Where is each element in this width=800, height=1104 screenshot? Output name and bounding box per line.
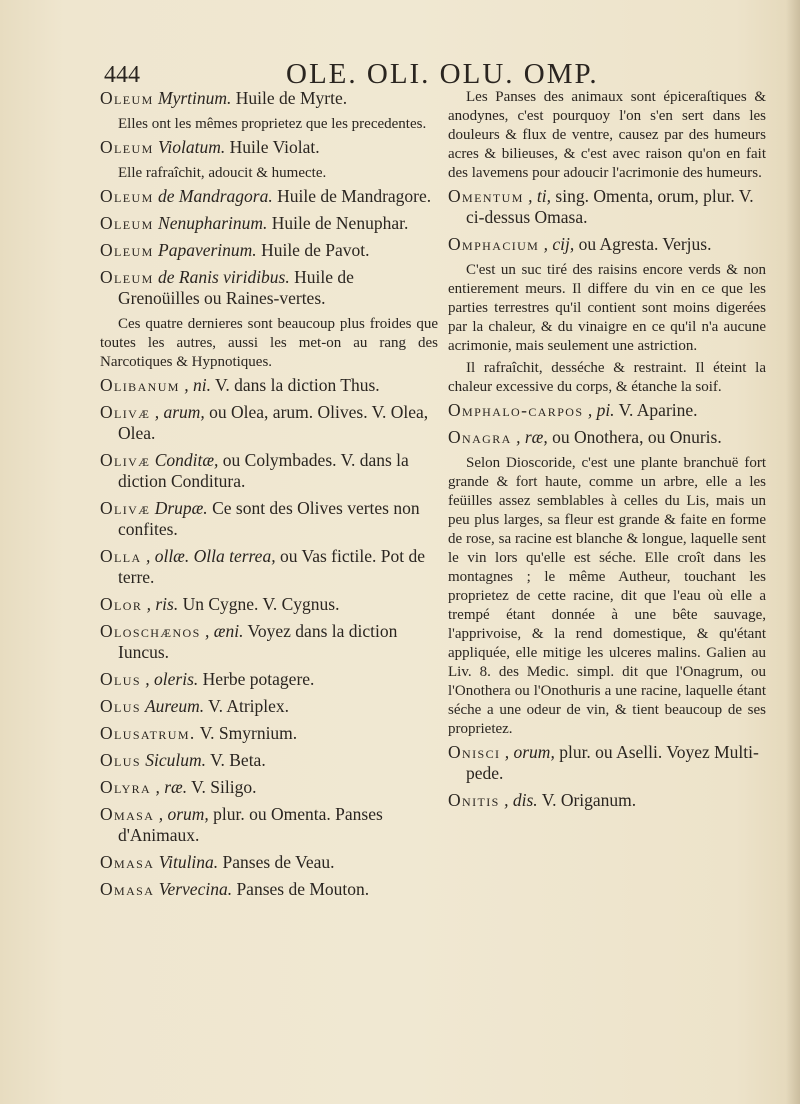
entry-latin: , æni. [200, 621, 244, 641]
entry-headword: Olusatrum. [100, 723, 196, 743]
entry-headword: Olus [100, 750, 141, 770]
entry-paragraph: Elle rafraîchit, adoucit & humecte. [118, 165, 327, 181]
entry-text: plur. ou Omenta. Panses d'Animaux. [118, 804, 383, 845]
entry-latin: , arum, [150, 402, 205, 422]
right-column [448, 88, 766, 817]
dictionary-entry [100, 723, 438, 744]
entry-latin: Conditæ, [150, 450, 219, 470]
dictionary-entry [100, 240, 438, 261]
entry-text: V. Beta. [206, 750, 266, 770]
entry-paragraph: Selon Dioscoride, c'est une plante branchuë fort grande & fort haute, comme un arbre, elle a les feüilles assez semblables à celles du Lis, mais un peu plus larges, sa fleur est grande & faite en forme de rose, sa racine est blanche & longue, laquelle sent le vin lors qu'elle est séche. Elle croît dans les montagnes ; le même Autheur, touchant les proprietez de cette racine, dit que l'eau où elle a trempé étant donnée à une bête sauvage, l'apprivoise, & la rend domestique, & qu'étant appliquée, elle mitige les ulceres malins. Galien au Liv. 8. des Medic. simpl. dit que l'Onagrum, ou l'Onothera ou l'Onothuris a une racine, laquelle étant séche a une odeur de vin, & tient beaucoup de ses proprietez. [448, 455, 766, 737]
entry-text: Herbe potagere. [198, 669, 315, 689]
dictionary-entry [448, 427, 766, 448]
entry-text: Panses de Mouton. [232, 879, 370, 899]
entry-text: ou Colymbades. V. dans la diction Conditura. [118, 450, 409, 491]
dictionary-entry [100, 852, 438, 873]
entry-text: Huile de Nenuphar. [267, 213, 409, 233]
entry-headword: Onisci [448, 742, 501, 762]
left-column [100, 88, 438, 906]
entry-text: Huile de Grenoüilles ou Raines-vertes. [118, 267, 354, 308]
entry-latin: Aureum. [140, 696, 205, 716]
entry-text: Huile de Pavot. [256, 240, 370, 260]
entry-headword: Olivæ [100, 402, 151, 422]
entry-latin: Vervecina. [154, 879, 233, 899]
entry-headword: Onitis [448, 790, 500, 810]
entry-paragraph: C'est un suc tiré des raisins encore verds & non entierement meurs. Il differe du vin en ce que les parties terrestres qu'il contient sont moins digerées par la chaleur, & du vinaigre en ce qu'il n'a aucune acrimonie, mais seulement une astriction. [448, 262, 766, 354]
entry-latin: , pi. [583, 400, 615, 420]
entry-headword: Onagra [448, 427, 512, 447]
entry-latin: , ræ. [151, 777, 188, 797]
dictionary-entry [100, 137, 438, 158]
entry-latin: , cij, [539, 234, 575, 254]
entry-text: plur. ou Aselli. Voyez Multi-pede. [466, 742, 759, 783]
entry-headword: Olivæ [100, 450, 151, 470]
entry-latin: Nenupharinum. [153, 213, 268, 233]
entry-text: V. Siligo. [187, 777, 257, 797]
dictionary-entry [100, 879, 438, 900]
entry-latin: , ræ, [511, 427, 548, 447]
entry-latin: , dis. [499, 790, 538, 810]
entry-headword: Oleum [100, 137, 154, 157]
dictionary-entry [448, 234, 766, 255]
entry-latin: Vitulina. [154, 852, 219, 872]
page-number: 444 [104, 62, 140, 88]
dictionary-entry [448, 742, 766, 784]
entry-paragraph: Les Panses des animaux sont épiceraſtiques & anodynes, c'est pourquoy l'on s'en sert dans les douleurs & flux de ventre, causez par des humeurs acres & bilieuses, & c'est avec raison qu'on en fait des lavemens pour adoucir l'acrimonie des humeurs. [448, 89, 766, 181]
dictionary-entry [100, 621, 438, 663]
entry-text: ou Olea, arum. Olives. V. Olea, Olea. [118, 402, 429, 443]
dictionary-entry [100, 696, 438, 717]
dictionary-entry [100, 669, 438, 690]
dictionary-entry [100, 546, 438, 588]
entry-text: V. Smyrnium. [195, 723, 298, 743]
entry-text: V. Origanum. [537, 790, 637, 810]
entry-text: V. dans la diction Thus. [210, 375, 380, 395]
entry-headword: Olyra [100, 777, 152, 797]
dictionary-entry [448, 186, 766, 228]
entry-headword: Oleum [100, 267, 154, 287]
entry-headword: Olibanum [100, 375, 180, 395]
entry-headword: Olor [100, 594, 143, 614]
entry-headword: Oleum [100, 186, 154, 206]
entry-latin: de Ranis viridibus. [153, 267, 290, 287]
dictionary-entry [100, 375, 438, 396]
entry-headword: Omphalo-carpos [448, 400, 584, 420]
entry-latin: , ti, [523, 186, 552, 206]
entry-latin: Violatum. [153, 137, 226, 157]
entry-latin: Myrtinum. [153, 88, 232, 108]
entry-text: Huile de Mandragore. [272, 186, 432, 206]
entry-text: sing. Omenta, orum, plur. V. ci-dessus Omasa. [466, 186, 754, 227]
entry-paragraph: Elles ont les mêmes proprietez que les precedentes. [118, 116, 427, 132]
entry-paragraph: Il rafraîchit, desséche & restraint. Il éteint la chaleur excessive du corps, & étanche la soif. [448, 360, 766, 395]
entry-headword: Olus [100, 669, 141, 689]
entry-text: Huile Violat. [225, 137, 320, 157]
entry-latin: Papaverinum. [153, 240, 257, 260]
entry-latin: , ni. [179, 375, 211, 395]
entry-headword: Olus [100, 696, 141, 716]
entry-headword: Oleum [100, 88, 154, 108]
entry-text: Panses de Veau. [218, 852, 335, 872]
dictionary-entry [100, 450, 438, 492]
page-header [104, 58, 764, 92]
dictionary-entry [448, 400, 766, 421]
entry-headword: Olivæ [100, 498, 151, 518]
entry-headword: Oleum [100, 240, 154, 260]
entry-headword: Oloschænos [100, 621, 201, 641]
entry-paragraph: Ces quatre dernieres sont beaucoup plus froides que toutes les autres, aussi les met-on au rang des Narcotiques & Hypnotiques. [100, 316, 438, 370]
entry-headword: Omasa [100, 804, 155, 824]
entry-latin: , ollæ. Olla terrea, [141, 546, 276, 566]
entry-text: V. Atriplex. [204, 696, 290, 716]
entry-headword: Omasa [100, 852, 155, 872]
running-title: OLE. OLI. OLU. OMP. [286, 58, 599, 90]
entry-text: ou Agresta. Verjus. [574, 234, 712, 254]
dictionary-entry [100, 498, 438, 540]
page-edge-shadow [786, 0, 800, 1104]
dictionary-entry [100, 750, 438, 771]
dictionary-entry [100, 777, 438, 798]
entry-text: Un Cygne. V. Cygnus. [178, 594, 340, 614]
entry-text: Huile de Myrte. [231, 88, 348, 108]
entry-latin: , oleris. [140, 669, 199, 689]
entry-text: V. Aparine. [614, 400, 698, 420]
entry-headword: Olla [100, 546, 142, 566]
entry-latin: , orum, [154, 804, 209, 824]
dictionary-entry [100, 402, 438, 444]
entry-text: ou Onothera, ou Onuris. [547, 427, 722, 447]
entry-latin: Siculum. [140, 750, 207, 770]
entry-headword: Oleum [100, 213, 154, 233]
entry-latin: , ris. [142, 594, 179, 614]
entry-headword: Omentum [448, 186, 524, 206]
entry-text: Ce sont des Olives vertes non confites. [118, 498, 420, 539]
entry-latin: Drupæ. [150, 498, 208, 518]
entry-headword: Omphacium [448, 234, 540, 254]
entry-headword: Omasa [100, 879, 155, 899]
entry-text: ou Vas fictile. Pot de terre. [118, 546, 425, 587]
dictionary-entry [100, 88, 438, 109]
dictionary-entry [100, 213, 438, 234]
entry-text: Voyez dans la diction Iuncus. [118, 621, 398, 662]
dictionary-entry [100, 186, 438, 207]
dictionary-entry [100, 804, 438, 846]
dictionary-entry [100, 594, 438, 615]
entry-latin: de Mandragora. [153, 186, 273, 206]
dictionary-entry [448, 790, 766, 811]
entry-latin: , orum, [500, 742, 555, 762]
dictionary-entry [100, 267, 438, 309]
